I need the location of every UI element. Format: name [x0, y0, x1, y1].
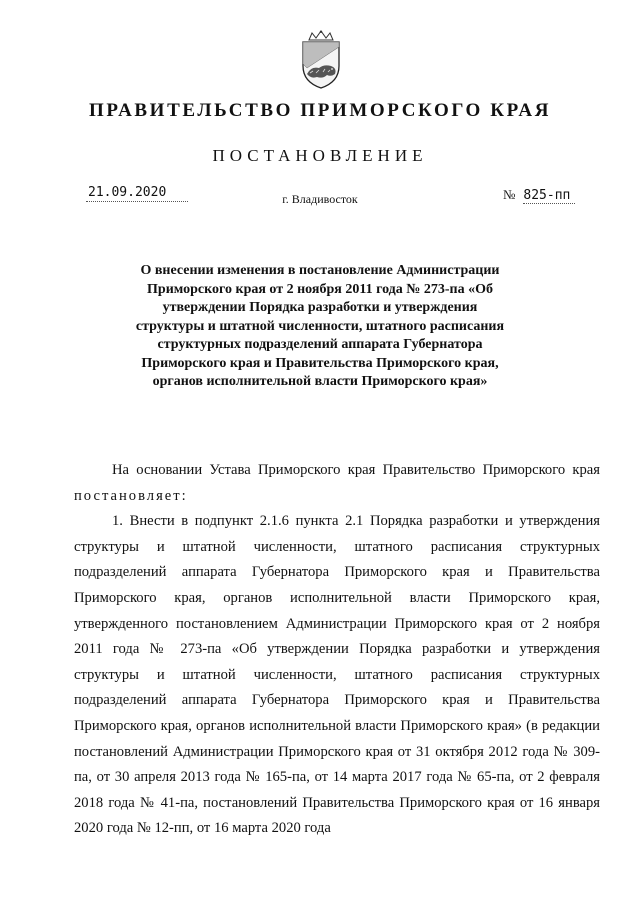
number-sign: № — [503, 187, 516, 202]
preamble-text: На основании Устава Приморского края Правительство Приморского края — [112, 462, 600, 478]
document-city: г. Владивосток — [282, 192, 358, 206]
preamble-paragraph — [74, 458, 600, 509]
document-number: 825-пп — [523, 188, 575, 204]
document-number-field — [503, 187, 575, 204]
item-1-paragraph: 1. Внести в подпункт 2.1.6 пункта 2.1 Порядка разработки и утверждения структуры и штатной численности, штатного расписания структурных подразделений аппарата Губернатора Приморского края и Правительства Приморского края, органов исполнительной власти Приморского края, утвержденного постановлением Администрации Приморского края от 2 ноября 2011 года № 273-па «Об утверждении Порядка разработки и утверждения структуры и штатной численности, штатного расписания структурных подразделений аппарата Губернатора Приморского края и Правительства Приморского края, органов исполнительной власти Приморского края» (в редакции постановлений Администрации Приморского края от 31 октября 2012 года № 309-па, от 30 апреля 2013 года № 165-па, от 14 марта 2017 года № 65-па, от 2 февраля 2018 года № 41-па, постановлений Правительства Приморского края от 16 января 2020 года № 12-пп, от 16 марта 2020 года — [74, 513, 600, 837]
preamble-verb: постановляет: — [74, 487, 188, 504]
coat-of-arms-icon — [297, 30, 345, 90]
document-date: 21.09.2020 — [86, 185, 188, 202]
document-body — [74, 458, 600, 842]
government-title: ПРАВИТЕЛЬСТВО ПРИМОРСКОГО КРАЯ — [88, 100, 552, 121]
document-type: ПОСТАНОВЛЕНИЕ — [212, 146, 428, 165]
document-subject: О внесении изменения в постановление Администрации Приморского края от 2 ноября 2011 года № 273-па «Об утверждении Порядка разработки и утверждения структуры и штатной численности, штатного расписания структурных подразделений аппарата Губернатора Приморского края и Правительства Приморского края, органов исполнительной власти Приморского края» — [135, 263, 505, 389]
